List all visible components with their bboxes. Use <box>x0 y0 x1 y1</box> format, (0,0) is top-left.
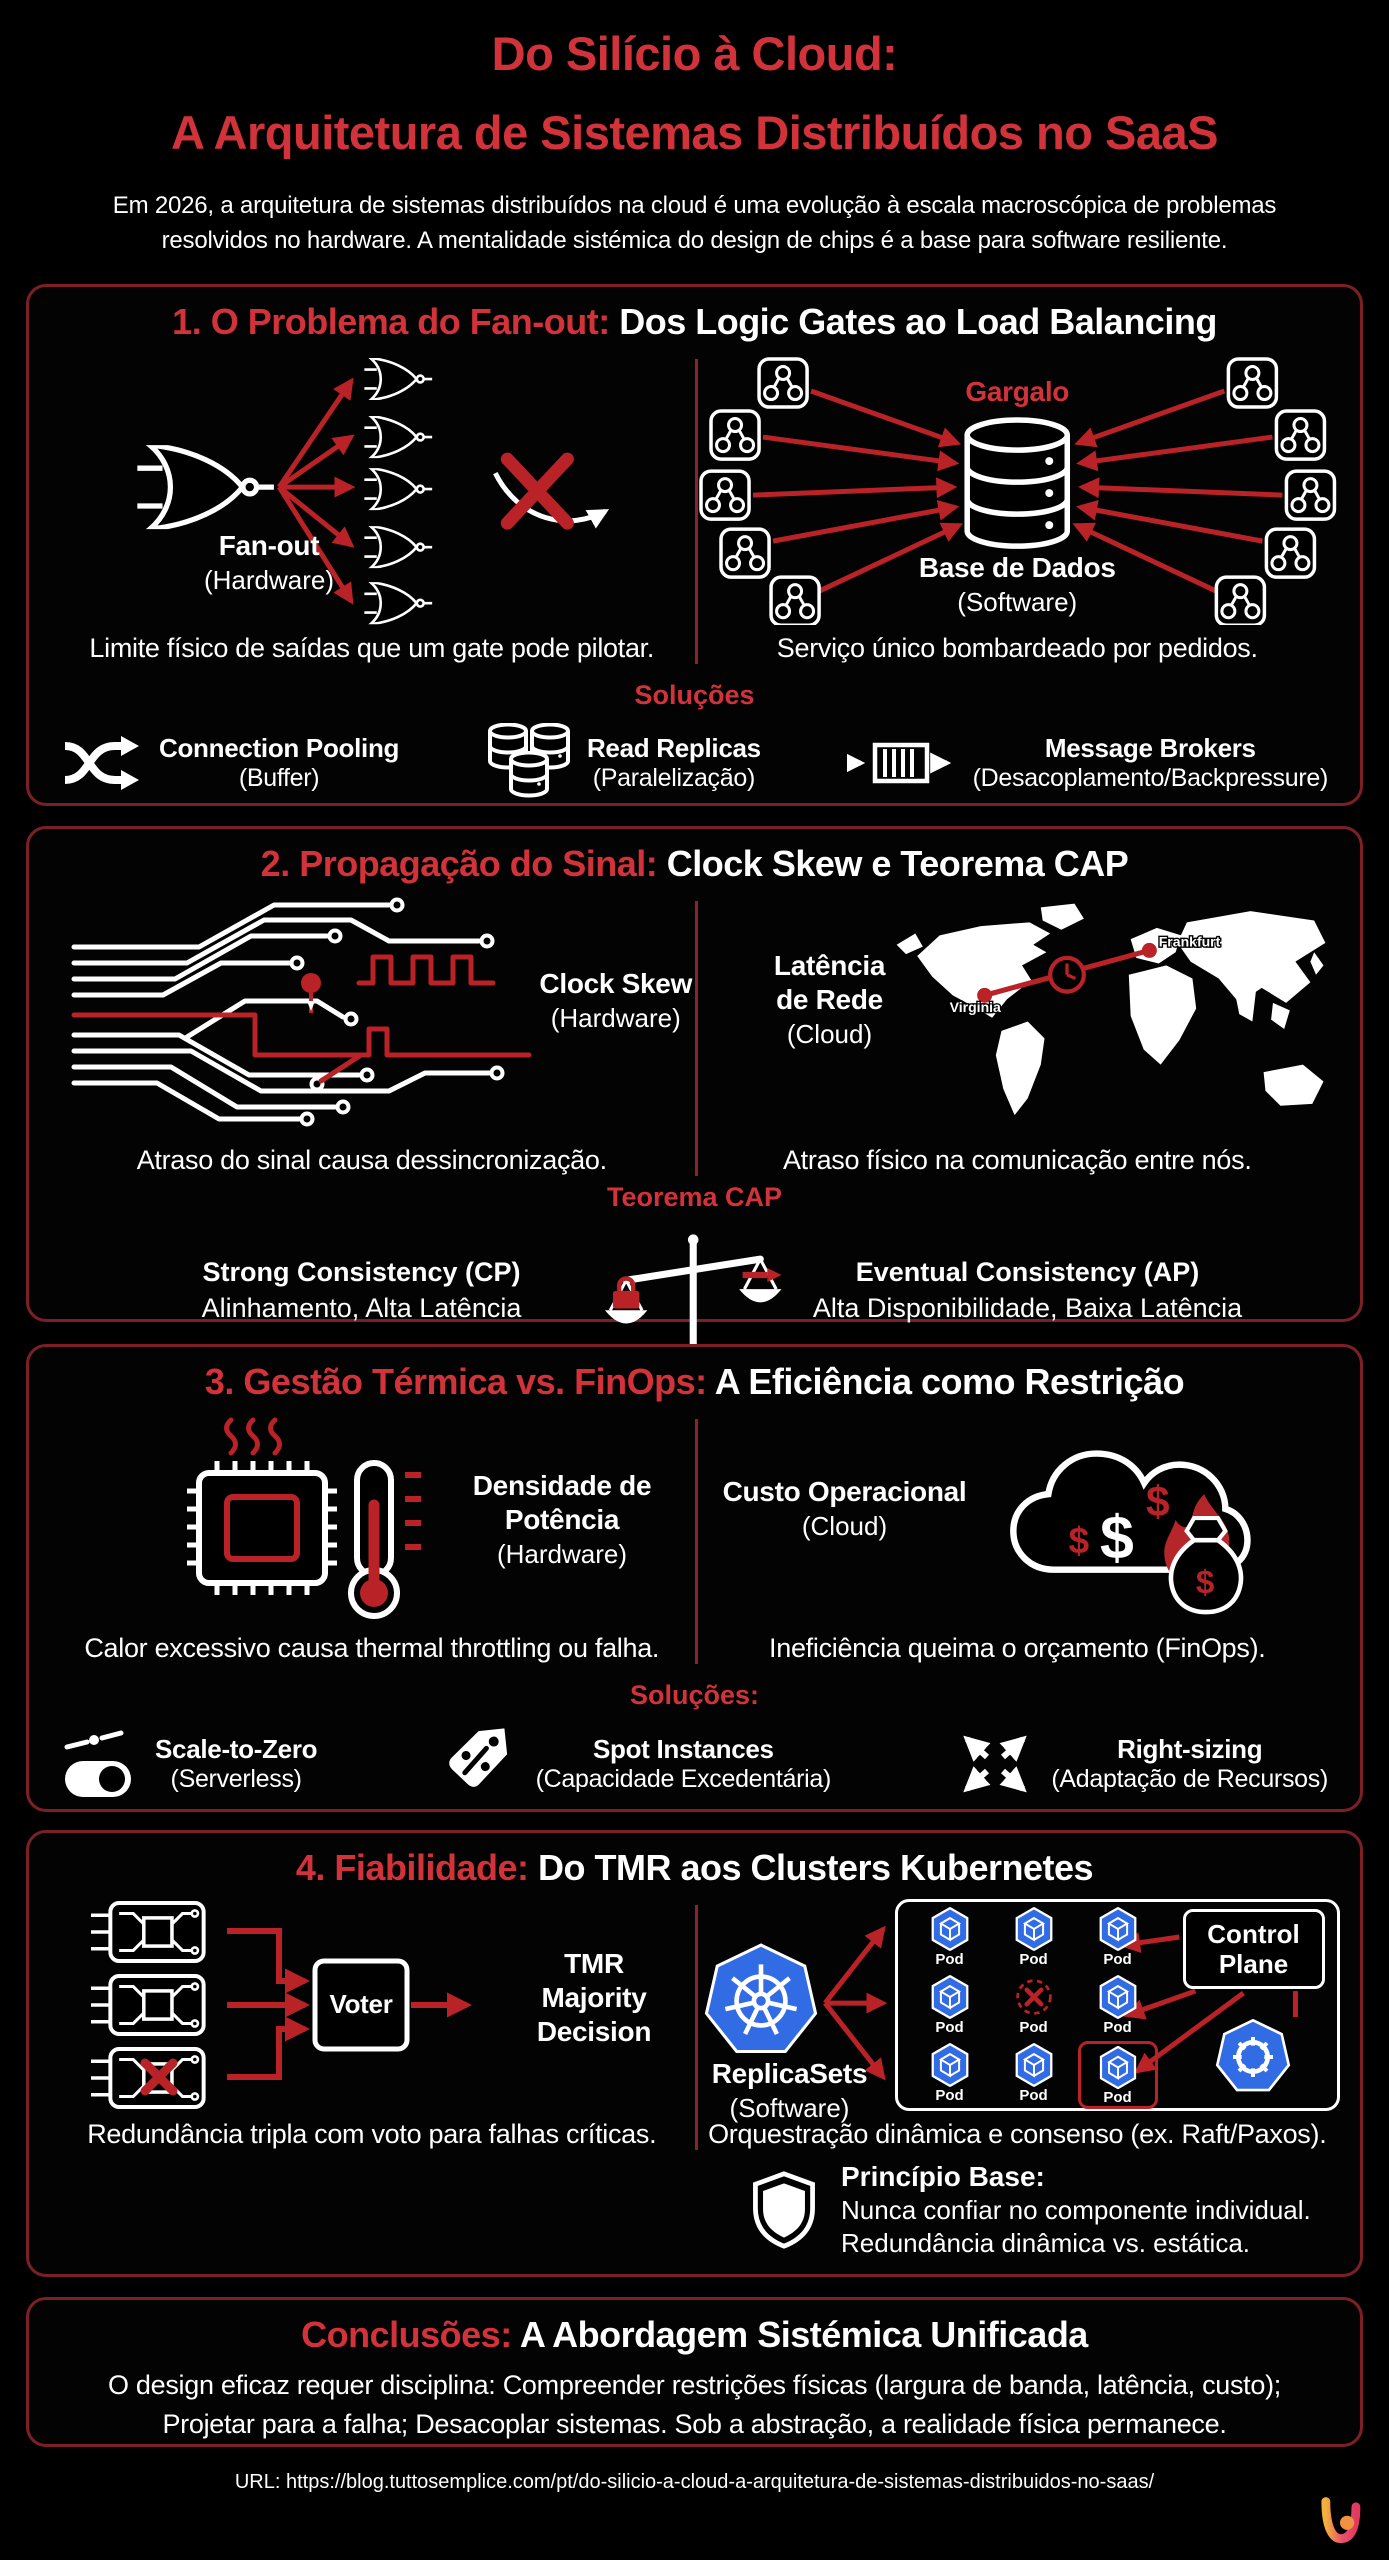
world-map-icon <box>891 897 1331 1133</box>
solution-scale-to-zero <box>61 1725 317 1803</box>
section2-right-caption: Atraso físico na comunicação entre nós. <box>782 1145 1252 1175</box>
section4-divider <box>695 1905 698 2150</box>
svg-text:$: $ <box>1068 1520 1089 1562</box>
base-principle-text <box>841 2160 1311 2260</box>
solution-detail: (Paralelização) <box>592 764 755 792</box>
source-url: URL: https://blog.tuttosemplice.com/pt/do-silicio-a-cloud-a-arquitetura-de-sistemas-distribuidos-no-saas/ <box>234 2471 1155 2493</box>
section1-solutions-row <box>49 723 1340 803</box>
skewed-signal-traces <box>74 957 529 1081</box>
panel-reliability <box>26 1830 1363 2277</box>
svg-text:$: $ <box>1099 1503 1134 1572</box>
solution-detail: (Desacoplamento/Backpressure) <box>972 764 1328 792</box>
section2-title <box>49 843 1340 885</box>
power-density-title: Densidade de Potência <box>472 1470 652 1535</box>
section2-divider <box>695 901 698 1176</box>
fanout-label-title: Fan-out <box>218 530 320 561</box>
solution-spot-instances <box>440 1723 831 1805</box>
balance-scale-icon <box>595 1215 795 1365</box>
section4-title-red: 4. Fiabilidade: <box>295 1847 538 1888</box>
section2-columns <box>49 895 1340 1176</box>
control-plane-line1: Control <box>1207 1919 1300 1949</box>
base-principle-line1: Nunca confiar no componente individual. <box>841 2195 1311 2225</box>
pod-icon <box>1098 2046 1138 2089</box>
cpu-thermal-icon <box>169 1413 429 1625</box>
section3-hardware-column <box>49 1413 695 1664</box>
svg-text:$: $ <box>1195 1564 1214 1602</box>
tmr-line1: TMR <box>564 1948 624 1979</box>
k8s-cluster-diagram <box>695 1899 1341 2123</box>
clock-skew-sub: (Hardware) <box>550 1003 681 1033</box>
brand-logo-icon <box>1317 2494 1363 2548</box>
solution-right-sizing <box>953 1725 1328 1803</box>
clock-skew-label <box>537 967 695 1035</box>
pod-cell: Pod <box>910 2041 990 2109</box>
conclusions-line1: O design eficaz requer disciplina: Compreender restrições físicas (largura de banda, latência, custo); <box>108 2370 1281 2400</box>
conclusions-title-white: A Abordagem Sistémica Unificada <box>519 2314 1088 2355</box>
section1-title <box>49 301 1340 343</box>
pod-cell: Pod <box>1078 1905 1158 1973</box>
solution-name: Right-sizing <box>1117 1734 1263 1764</box>
replicasets-sub: (Software) <box>729 2093 850 2123</box>
panel-signal <box>26 826 1363 1322</box>
pod-icon <box>1014 2043 1054 2087</box>
pod-icon <box>930 1907 970 1951</box>
shield-icon <box>749 2170 819 2250</box>
conclusions-body <box>49 2366 1340 2444</box>
cap-left-detail: Alinhamento, Alta Latência <box>201 1293 522 1323</box>
section3-cloud-column <box>695 1413 1341 1664</box>
pod-icon <box>930 1975 970 2019</box>
pod-icon <box>1098 1975 1138 2019</box>
section3-columns <box>49 1413 1340 1664</box>
tmr-text <box>499 1947 689 2049</box>
section4-right-caption: Orquestração dinâmica e consenso (ex. Raft/Paxos). <box>708 2119 1327 2149</box>
pod-icon <box>930 2043 970 2087</box>
database-stack-icon <box>485 723 573 803</box>
pod-cell: Pod <box>1078 1973 1158 2041</box>
base-principle <box>749 2160 1329 2260</box>
header <box>0 0 1389 258</box>
fanout-label <box>129 529 409 597</box>
kubernetes-logo-icon <box>703 1943 819 2059</box>
power-density-sub: (Hardware) <box>496 1539 628 1569</box>
section1-software-column <box>695 353 1341 664</box>
control-plane-line2: Plane <box>1218 1949 1289 1979</box>
latency-title: Latência de Rede <box>773 950 886 1015</box>
tmr-diagram <box>79 1899 509 2111</box>
section1-right-caption: Serviço único bombardeado por pedidos. <box>776 633 1258 663</box>
section3-solutions-title: Soluções: <box>629 1680 760 1710</box>
section2-hardware-column <box>49 895 695 1176</box>
section1-divider <box>695 359 698 664</box>
city-label-frankfurt: Frankfurt <box>1158 933 1220 950</box>
solution-connection-pooling <box>61 724 399 802</box>
pod-cell: Pod <box>994 1905 1074 1973</box>
cpu-chip-icon <box>187 1461 337 1595</box>
clock-dot <box>301 973 321 1013</box>
tmr-line2: Majority <box>541 1982 647 2013</box>
section1-title-white: Dos Logic Gates ao Load Balancing <box>619 301 1217 342</box>
section4-columns <box>49 1899 1340 2150</box>
latency-label <box>755 949 905 1051</box>
opcost-label <box>715 1475 975 1543</box>
svg-text:$: $ <box>1145 1478 1170 1526</box>
section3-title-red: 3. Gestão Térmica vs. FinOps: <box>204 1361 715 1402</box>
section3-right-caption: Ineficiência queima o orçamento (FinOps). <box>769 1633 1266 1663</box>
heat-waves-icon <box>227 1420 280 1453</box>
latency-sub: (Cloud) <box>786 1019 873 1049</box>
cloud-cost-icon <box>985 1413 1285 1625</box>
section4-title-white: Do TMR aos Clusters Kubernetes <box>537 1847 1094 1888</box>
cap-theorem-title: Teorema CAP <box>606 1182 783 1212</box>
section1-solutions-title: Soluções <box>634 680 755 710</box>
pod-cell-rescheduled: Pod <box>1078 2041 1158 2109</box>
pod-cell: Pod <box>910 1973 990 2041</box>
solution-name: Connection Pooling <box>159 733 400 763</box>
replicasets-title: ReplicaSets <box>711 2058 868 2089</box>
base-principle-title: Princípio Base: <box>841 2161 1045 2192</box>
section4-k8s-column <box>695 1899 1341 2150</box>
bottleneck-title: Gargalo <box>965 376 1070 407</box>
message-queue-icon <box>847 733 959 793</box>
solution-detail: (Adaptação de Recursos) <box>1051 1765 1328 1793</box>
price-tag-icon <box>440 1723 522 1805</box>
subtitle-line2: resolvidos no hardware. A mentalidade sistémica do design de chips é a base para software resiliente. <box>161 227 1228 254</box>
pod-icon <box>1098 1907 1138 1951</box>
base-principle-line2: Redundância dinâmica vs. estática. <box>841 2228 1251 2258</box>
database-label-title: Base de Dados <box>918 552 1116 583</box>
shuffle-icon <box>61 724 145 802</box>
conclusions-title-red: Conclusões: <box>301 2314 520 2355</box>
cap-left-block <box>147 1254 577 1326</box>
city-label-virginia: Virginia <box>949 999 1001 1016</box>
panel-fanout <box>26 284 1363 806</box>
cap-theorem-row <box>49 1215 1340 1365</box>
section4-left-caption: Redundância tripla com voto para falhas críticas. <box>87 2119 657 2149</box>
database-cylinder-icon <box>967 420 1067 546</box>
conclusions-title <box>49 2314 1340 2356</box>
section2-left-caption: Atraso do sinal causa dessincronização. <box>136 1145 607 1175</box>
tmr-line3: Decision <box>536 2016 652 2047</box>
toggle-switch-icon <box>61 1725 141 1803</box>
logic-gate-icon <box>137 445 274 529</box>
control-plane-box <box>1183 1909 1325 1989</box>
pod-icon <box>1014 1907 1054 1951</box>
pod-grid <box>910 1905 1158 2109</box>
fanout-label-sub: (Hardware) <box>203 565 335 595</box>
cap-left-title: Strong Consistency (CP) <box>202 1257 521 1287</box>
voter-label: Voter <box>329 1989 393 2019</box>
section2-title-red: 2. Propagação do Sinal: <box>260 843 667 884</box>
control-plane-k8s-icon <box>1215 2019 1291 2095</box>
section1-hardware-column <box>49 353 695 664</box>
section2-cloud-column <box>695 895 1341 1176</box>
cap-right-title: Eventual Consistency (AP) <box>855 1257 1200 1287</box>
panel-thermal-finops <box>26 1344 1363 1812</box>
solution-detail: (Serverless) <box>170 1765 302 1793</box>
limit-x-icon <box>495 459 605 523</box>
conclusions-line2: Projetar para a falha; Desacoplar sistemas. Sob a abstração, a realidade física permanece. <box>162 2409 1227 2439</box>
section1-columns <box>49 353 1340 664</box>
resize-arrows-icon <box>953 1725 1037 1803</box>
solution-message-brokers <box>847 733 1328 793</box>
opcost-title: Custo Operacional <box>722 1476 967 1507</box>
section3-solutions-row <box>49 1723 1340 1805</box>
thermometer-icon <box>351 1463 421 1616</box>
section3-divider <box>695 1419 698 1664</box>
panel-conclusions <box>26 2297 1363 2447</box>
clock-skew-title: Clock Skew <box>539 968 693 999</box>
chip-icons <box>91 1903 204 2107</box>
section2-title-white: Clock Skew e Teorema CAP <box>666 843 1129 884</box>
bottleneck-label <box>695 375 1341 409</box>
section1-left-caption: Limite físico de saídas que um gate pode pilotar. <box>89 633 655 663</box>
solution-name: Read Replicas <box>586 733 761 763</box>
solution-detail: (Buffer) <box>238 764 320 792</box>
solution-read-replicas <box>485 723 761 803</box>
page-title-line2: A Arquitetura de Sistemas Distribuídos no SaaS <box>171 106 1218 159</box>
cap-right-block <box>813 1254 1243 1326</box>
solution-detail: (Capacidade Excedentária) <box>535 1765 832 1793</box>
pod-cell: Pod <box>910 1905 990 1973</box>
solution-name: Scale-to-Zero <box>155 1734 318 1764</box>
section4-tmr-column <box>49 1899 695 2150</box>
database-label <box>695 551 1341 619</box>
cap-right-detail: Alta Disponibilidade, Baixa Latência <box>812 1293 1243 1323</box>
subtitle-line1: Em 2026, a arquitetura de sistemas distribuídos na cloud é uma evolução à escala macroscópica de problemas <box>112 192 1277 219</box>
solution-name: Message Brokers <box>1044 733 1256 763</box>
page-subtitle <box>0 188 1389 258</box>
pod-cell-failed: Pod <box>994 1973 1074 2041</box>
power-density-label <box>447 1469 677 1571</box>
section3-title <box>49 1361 1340 1403</box>
section1-title-red: 1. O Problema do Fan-out: <box>172 301 620 342</box>
replicasets-label <box>695 2057 885 2125</box>
failed-pod-icon <box>1014 1975 1054 2019</box>
section4-title <box>49 1847 1340 1889</box>
section3-title-white: A Eficiência como Restrição <box>714 1361 1185 1402</box>
circuit-traces-icon <box>59 895 539 1137</box>
database-label-sub: (Software) <box>957 587 1078 617</box>
pod-cell: Pod <box>994 2041 1074 2109</box>
section3-left-caption: Calor excessivo causa thermal throttling ou falha. <box>84 1633 660 1663</box>
page-title-line1: Do Silício à Cloud: <box>491 27 898 80</box>
solution-name: Spot Instances <box>592 1734 774 1764</box>
opcost-sub: (Cloud) <box>801 1511 888 1541</box>
